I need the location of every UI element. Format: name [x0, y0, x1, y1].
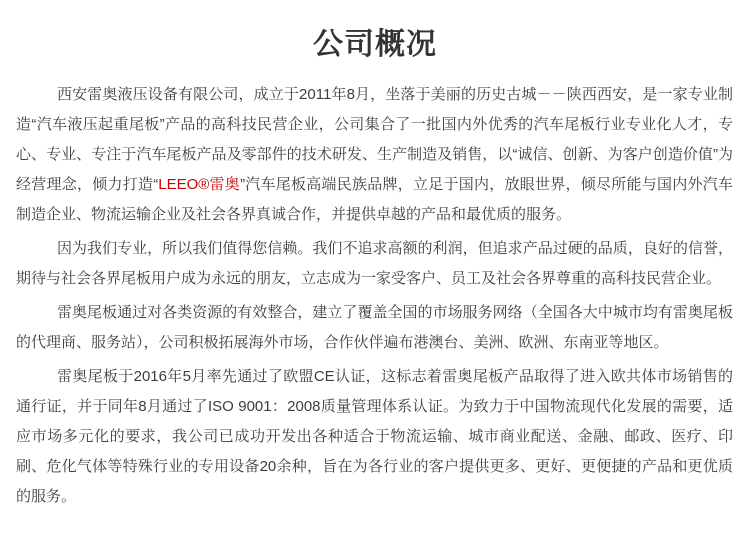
paragraph-certifications-products: 雷奥尾板于2016年5月率先通过了欧盟CE认证，这标志着雷奥尾板产品取得了进入欧共体市场销售的通行证，并于同年8月通过了ISO 9001：2008质量管理体系认证。为致力于中国物流现代化发展的需要，适应市场多元化的要求，我公司已成功开发出各种适合于物流运输、城市商业配送、金融、邮政、医疗、印刷、危化气体等特殊行业的专用设备20余种，旨在为各行业的客户提供更多、更好、更便捷的产品和更优质的服务。: [16, 368, 733, 505]
page-title: 公司概况: [313, 28, 437, 61]
paragraph-company-intro: [16, 80, 733, 230]
paragraph-company-values: 因为我们专业，所以我们值得您信赖。我们不追求高额的利润，但追求产品过硬的品质，良好的信誉，期待与社会各界尾板用户成为永远的朋友，立志成为一家受客户、员工及社会各界尊重的高科技民营企业。: [16, 240, 733, 287]
paragraph-company-intro-text-after-brand: ”汽车尾板高端民族品牌，立足于国内，放眼世界，倾尽所能与国内外汽车制造企业、物流运输企业及社会各界真诚合作，并提供卓越的产品和最优质的服务。: [16, 176, 734, 223]
brand-name-leeo: LEEO®雷奥: [158, 176, 241, 193]
company-overview-body: [0, 80, 750, 512]
paragraph-company-intro-text-before-brand: 西安雷奥液压设备有限公司，成立于2011年8月，坐落于美丽的历史古城－－陕西西安，是一家专业制造“汽车液压起重尾板”产品的高科技民营企业，公司集合了一批国内外优秀的汽车尾板行业专业化人才，专心、专业、专注于汽车尾板产品及零部件的技术研发、生产制造及销售，以“诚信、创新、为客户创造价值”为经营理念，倾力打造“: [16, 86, 733, 193]
paragraph-market-network: 雷奥尾板通过对各类资源的有效整合，建立了覆盖全国的市场服务网络（全国各大中城市均有雷奥尾板的代理商、服务站），公司积极拓展海外市场，合作伙伴遍布港澳台、美洲、欧洲、东南亚等地区。: [16, 304, 733, 351]
